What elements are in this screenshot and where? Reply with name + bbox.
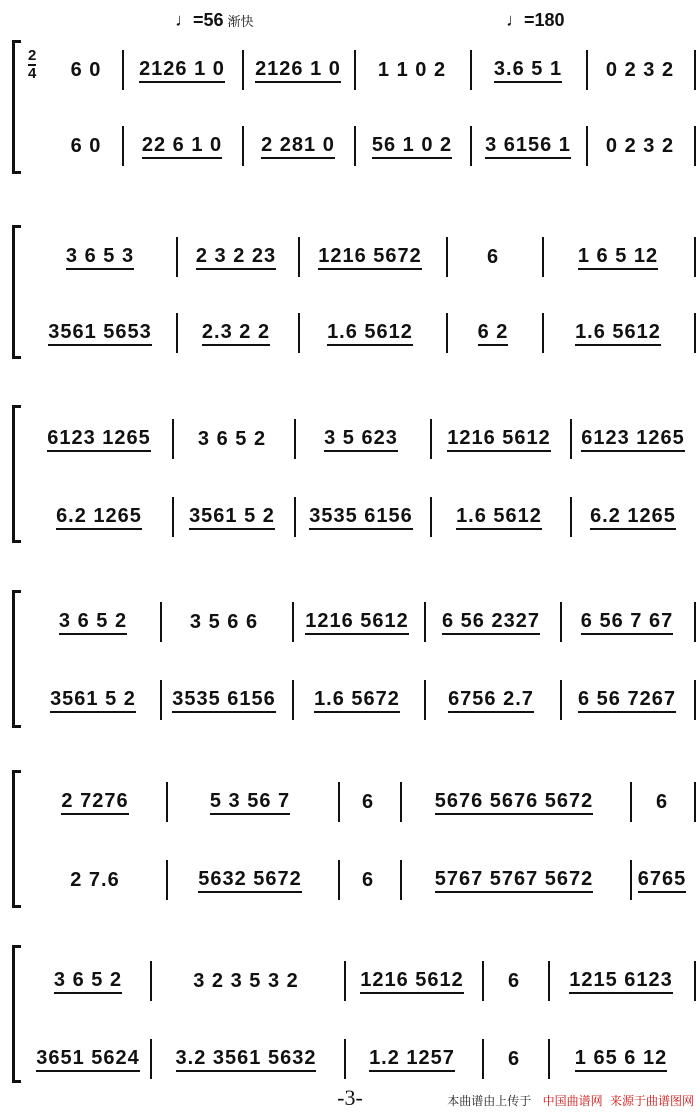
upper-staff-line [30, 237, 692, 277]
measure: 6 56 7267 [562, 680, 692, 720]
measure: 6 56 2327 [426, 602, 556, 642]
measure: 1216 5612 [294, 602, 420, 642]
barline [694, 680, 696, 720]
score-system-1 [12, 40, 692, 175]
upper-staff-line [30, 961, 692, 1001]
footer-brand: 中国曲谱网 [542, 1094, 603, 1108]
measure: 2126 1 0 [124, 50, 240, 90]
measure: 3 6 5 3 [30, 237, 170, 277]
lower-staff-line [30, 1039, 692, 1079]
measure: 1.6 5612 [544, 313, 692, 353]
measure: 2126 1 0 [244, 50, 352, 90]
upper-staff-line [30, 782, 692, 822]
measure: 3561 5 2 [174, 497, 290, 537]
page-number: -3- [337, 1085, 363, 1110]
measure: 22 6 1 0 [124, 126, 240, 166]
footer-site: 来源于曲谱图网 [609, 1094, 694, 1108]
lower-staff-line [30, 126, 692, 166]
system-bracket [12, 405, 21, 543]
measure: 3651 5624 [30, 1039, 146, 1079]
upper-staff-line [30, 419, 692, 459]
measure: 5 3 56 7 [168, 782, 332, 822]
measure: 5632 5672 [168, 860, 332, 900]
barline [694, 313, 696, 353]
measure: 1216 5612 [346, 961, 478, 1001]
measure: 1 65 6 12 [550, 1039, 692, 1079]
measure: 1216 5672 [300, 237, 440, 277]
measure: 3535 6156 [162, 680, 286, 720]
measure: 6 [361, 790, 375, 813]
barline [694, 961, 696, 1001]
lower-staff-line [30, 680, 692, 720]
system-bracket [12, 225, 21, 359]
measure: 6 [507, 1047, 521, 1070]
system-bracket [12, 770, 21, 908]
measure: 3561 5653 [30, 313, 170, 353]
measure: 1.6 5612 [432, 497, 566, 537]
measure: 6 0 [70, 134, 102, 157]
tempo-mark-2: ♩=180 [506, 10, 565, 30]
measure: 3 6 5 2 [197, 427, 267, 450]
tempo-mark-1: ♩=56 渐快 [175, 10, 254, 30]
measure: 2 281 0 [244, 126, 352, 166]
measure: 1.6 5612 [300, 313, 440, 353]
measure: 6 [655, 790, 669, 813]
score-system-4 [12, 590, 692, 730]
measure: 6756 2.7 [426, 680, 556, 720]
barline [694, 237, 696, 277]
lower-staff-line [30, 313, 692, 353]
lower-staff-line [30, 497, 692, 537]
measure: 1 1 0 2 [377, 58, 447, 81]
measure: 1 6 5 12 [544, 237, 692, 277]
measure: 2 7.6 [70, 868, 120, 891]
measure: 6 56 7 67 [562, 602, 692, 642]
footer-watermark [447, 1092, 694, 1109]
measure: 5767 5767 5672 [402, 860, 626, 900]
measure: 2 7276 [30, 782, 160, 822]
upper-staff-line [30, 602, 692, 642]
measure: 6765 [632, 860, 692, 900]
measure: 5676 5676 5672 [402, 782, 626, 822]
measure: 3 6156 1 [472, 126, 584, 166]
system-bracket [12, 590, 21, 728]
measure: 2 3 2 23 [178, 237, 294, 277]
measure: 3 6 5 2 [30, 961, 146, 1001]
measure: 2.3 2 2 [178, 313, 294, 353]
barline [694, 602, 696, 642]
score-system-3 [12, 405, 692, 545]
measure: 3 5 623 [296, 419, 426, 459]
score-system-6 [12, 945, 692, 1085]
measure: 0 2 3 2 [605, 58, 675, 81]
lower-staff-line [30, 860, 692, 900]
measure: 6.2 1265 [30, 497, 168, 537]
barline [694, 782, 696, 822]
measure: 1216 5612 [432, 419, 566, 459]
measure: 6 [507, 969, 521, 992]
measure: 0 2 3 2 [605, 134, 675, 157]
measure: 6 [486, 245, 500, 268]
measure: 3 2 3 5 3 2 [193, 969, 299, 992]
barline [694, 50, 696, 90]
measure: 6123 1265 [572, 419, 694, 459]
measure: 1215 6123 [550, 961, 692, 1001]
measure: 6 0 [70, 58, 102, 81]
system-bracket [12, 40, 21, 174]
measure: 6 [361, 868, 375, 891]
barline [694, 126, 696, 166]
time-signature: 2 4 [28, 47, 37, 82]
upper-staff-line [28, 47, 692, 90]
measure: 56 1 0 2 [356, 126, 468, 166]
score-system-2 [12, 225, 692, 360]
measure: 3561 5 2 [30, 680, 156, 720]
measure: 1.2 1257 [346, 1039, 478, 1079]
system-bracket [12, 945, 21, 1083]
measure: 6 2 [448, 313, 538, 353]
footer-text: 本曲谱由上传于 [447, 1094, 532, 1108]
measure: 3.6 5 1 [472, 50, 584, 90]
score-system-5 [12, 770, 692, 910]
measure: 3.2 3561 5632 [152, 1039, 340, 1079]
measure: 3 5 6 6 [189, 610, 259, 633]
measure: 6123 1265 [30, 419, 168, 459]
measure: 6.2 1265 [572, 497, 694, 537]
measure: 1.6 5672 [294, 680, 420, 720]
measure: 3 6 5 2 [30, 602, 156, 642]
measure: 3535 6156 [296, 497, 426, 537]
